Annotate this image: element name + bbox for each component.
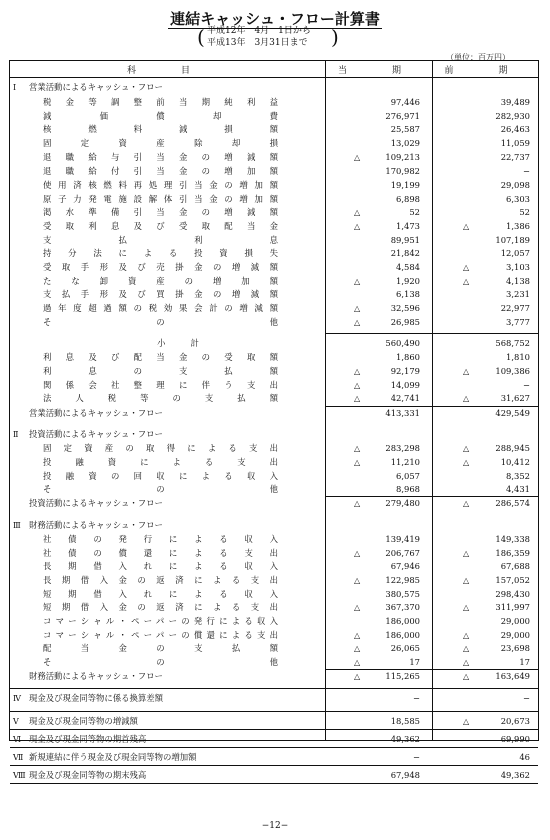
negative-mark: △ [463, 576, 470, 585]
prior-value: 17 [519, 657, 530, 667]
prior-value: 49,362 [500, 770, 530, 780]
row-separator [10, 688, 538, 689]
table-row [10, 179, 538, 192]
current-value: 11,210 [390, 457, 420, 467]
current-value: 109,213 [385, 152, 420, 162]
section-number: Ⅳ [13, 694, 21, 703]
table-row [10, 392, 538, 405]
row-separator [432, 406, 538, 407]
current-value: 32,596 [390, 303, 420, 313]
row-label: 小 計 [157, 338, 199, 348]
current-value: 6,138 [396, 289, 420, 299]
current-value: 25,587 [390, 124, 420, 134]
row-label: 配当金の支払額 [43, 643, 278, 653]
table-row [10, 247, 538, 260]
negative-mark: △ [463, 631, 470, 640]
negative-mark: △ [354, 208, 361, 217]
prior-value: 10,412 [500, 457, 530, 467]
section-number: Ⅲ [13, 521, 21, 530]
table-row [10, 96, 538, 109]
table-row [10, 365, 538, 378]
current-value: 21,842 [390, 248, 420, 258]
prior-value: 22,737 [500, 152, 530, 162]
table-row [10, 656, 538, 669]
current-value: 14,099 [390, 380, 420, 390]
current-value: 18,585 [390, 716, 420, 726]
row-separator [10, 765, 538, 766]
current-value: 67,946 [390, 561, 420, 571]
row-label: 退職給与引当金の増減額 [43, 152, 278, 162]
negative-mark: △ [463, 549, 470, 558]
row-label: 現金及び現金同等物の期首残高 [29, 734, 147, 744]
negative-mark: △ [463, 458, 470, 467]
negative-mark: △ [463, 499, 470, 508]
row-label: 利息及び配当金の受取額 [43, 352, 278, 362]
prior-value: 3,777 [506, 317, 530, 327]
prior-value: 20,673 [500, 716, 530, 726]
negative-mark: △ [354, 603, 361, 612]
prior-value: 298,430 [495, 589, 530, 599]
section-number: Ⅰ [13, 83, 17, 92]
row-separator [432, 669, 538, 670]
table-row [10, 137, 538, 150]
row-label: 短期借入金の返済による支出 [43, 602, 278, 612]
table-row [10, 574, 538, 587]
current-value: 89,951 [390, 235, 420, 245]
negative-mark: △ [463, 367, 470, 376]
negative-mark: △ [354, 367, 361, 376]
prior-value: 186,359 [495, 548, 530, 558]
negative-mark: △ [463, 672, 470, 681]
period-to: 平成13年 3月31日まで [207, 38, 308, 48]
current-value: 42,741 [390, 393, 420, 403]
unit-note: （単位：百万円） [446, 53, 510, 62]
prior-value: 23,698 [500, 643, 530, 653]
table-row [10, 692, 538, 705]
current-value: 276,971 [385, 111, 420, 121]
prior-value: 31,627 [500, 393, 530, 403]
current-value: 4,584 [396, 262, 420, 272]
row-label: コマーシャル・ペーパーの発行による収入 [43, 616, 278, 626]
current-value: 139,419 [385, 534, 420, 544]
period-range: ( 平成12年 4月 1日から 平成13年 3月31日まで ) [197, 25, 339, 49]
row-label: 受取手形及び売掛金の増減額 [43, 262, 278, 272]
row-label: 法人税等の支払額 [43, 393, 278, 403]
negative-mark: △ [354, 658, 361, 667]
current-value: 1,473 [396, 221, 420, 231]
row-separator [325, 406, 432, 407]
header-current: 当 期 [337, 66, 419, 76]
current-value: 170,982 [385, 166, 420, 176]
table-row [10, 193, 538, 206]
row-separator [432, 496, 538, 497]
row-label: 社債の償還による支出 [43, 548, 278, 558]
row-label: 社債の発行による収入 [43, 534, 278, 544]
table-row [10, 302, 538, 315]
current-value: − [412, 752, 420, 762]
negative-mark: △ [354, 549, 361, 558]
current-value: 6,057 [396, 471, 420, 481]
prior-value: 282,930 [495, 111, 530, 121]
table-row [10, 601, 538, 614]
section-number: Ⅷ [13, 771, 26, 780]
table-row [10, 81, 538, 94]
current-value: 115,265 [385, 671, 420, 681]
prior-value: 311,997 [495, 602, 530, 612]
prior-value: 4,138 [506, 276, 530, 286]
row-separator [325, 669, 432, 670]
row-label: 営業活動によるキャッシュ・フロー [29, 408, 163, 418]
table-row [10, 206, 538, 219]
table-row [10, 497, 538, 510]
table-row [10, 629, 538, 642]
prior-value: 107,189 [495, 235, 530, 245]
row-label: 減価償却費 [43, 111, 278, 121]
table-row [10, 483, 538, 496]
header-prior: 前 期 [444, 66, 526, 76]
current-value: 67,948 [390, 770, 420, 780]
table-row [10, 379, 538, 392]
table-row [10, 123, 538, 136]
current-value: 186,000 [385, 616, 420, 626]
negative-mark: △ [354, 672, 361, 681]
negative-mark: △ [354, 304, 361, 313]
row-separator [10, 711, 538, 712]
row-separator [325, 333, 432, 334]
table-row [10, 588, 538, 601]
row-label: 現金及び現金同等物の増減額 [29, 716, 138, 726]
row-label: 核燃料減損額 [43, 124, 278, 134]
table-row [10, 165, 538, 178]
current-value: 367,370 [385, 602, 420, 612]
row-label: 支払利息 [43, 235, 278, 245]
negative-mark: △ [463, 222, 470, 231]
row-label: 税金等調整前当期純利益 [43, 97, 278, 107]
row-separator [10, 783, 538, 784]
prior-value: − [522, 693, 530, 703]
current-value: 380,575 [385, 589, 420, 599]
row-label: 短期借入れによる収入 [43, 589, 278, 599]
prior-value: − [522, 166, 530, 176]
row-label: 原子力発電施設解体引当金の増加額 [43, 194, 278, 204]
prior-value: 3,231 [506, 289, 530, 299]
current-value: 17 [409, 657, 420, 667]
row-label: 投融資による支出 [43, 457, 278, 467]
row-label: 財務活動によるキャッシュ・フロー [29, 671, 163, 681]
table-row [10, 733, 538, 746]
row-separator [325, 496, 432, 497]
row-label: 過年度超過額の税効果会計の増減額 [43, 303, 278, 313]
row-label: たな卸資産の増加額 [43, 276, 278, 286]
negative-mark: △ [463, 444, 470, 453]
prior-value: 67,688 [500, 561, 530, 571]
prior-value: 12,057 [500, 248, 530, 258]
prior-value: − [522, 380, 530, 390]
prior-value: 11,059 [500, 138, 530, 148]
table-row [10, 519, 538, 532]
current-value: 19,199 [390, 180, 420, 190]
negative-mark: △ [354, 444, 361, 453]
current-value: 92,179 [390, 366, 420, 376]
negative-mark: △ [354, 499, 361, 508]
prior-value: 29,098 [500, 180, 530, 190]
table-header [10, 61, 538, 78]
current-value: − [412, 693, 420, 703]
table-row [10, 261, 538, 274]
negative-mark: △ [354, 222, 361, 231]
current-value: 122,985 [385, 575, 420, 585]
table-row [10, 316, 538, 329]
prior-value: 26,463 [500, 124, 530, 134]
row-label: 営業活動によるキャッシュ・フロー [29, 82, 163, 92]
row-label: 現金及び現金同等物に係る換算差額 [29, 693, 163, 703]
current-value: 8,968 [396, 484, 420, 494]
current-value: 1,860 [396, 352, 420, 362]
row-label: 新規連結に伴う現金及び現金同等物の増加額 [29, 752, 197, 762]
prior-value: 52 [519, 207, 530, 217]
current-value: 26,985 [390, 317, 420, 327]
negative-mark: △ [354, 318, 361, 327]
negative-mark: △ [354, 394, 361, 403]
prior-value: 288,945 [495, 443, 530, 453]
prior-value: 29,000 [500, 616, 530, 626]
table-row [10, 220, 538, 233]
row-label: 持分法による投資損失 [43, 248, 278, 258]
negative-mark: △ [354, 631, 361, 640]
negative-mark: △ [354, 277, 361, 286]
row-separator [10, 747, 538, 748]
row-label: 財務活動によるキャッシュ・フロー [29, 520, 163, 530]
page-number: −12− [261, 821, 289, 831]
table-row [10, 442, 538, 455]
prior-value: 163,649 [495, 671, 530, 681]
prior-value: 8,352 [506, 471, 530, 481]
current-value: 413,331 [385, 408, 420, 418]
section-number: Ⅶ [13, 753, 24, 762]
current-value: 206,767 [385, 548, 420, 558]
row-label: 渇水準備引当金の増減額 [43, 207, 278, 217]
prior-value: 429,549 [495, 408, 530, 418]
period-from: 平成12年 4月 1日から [207, 26, 311, 36]
row-label: 関係会社整理に伴う支出 [43, 380, 278, 390]
table-row [10, 751, 538, 764]
row-label: 現金及び現金同等物の期末残高 [29, 770, 147, 780]
current-value: 26,065 [390, 643, 420, 653]
prior-value: 157,052 [495, 575, 530, 585]
prior-value: 46 [519, 752, 530, 762]
negative-mark: △ [463, 644, 470, 653]
current-value: 6,898 [396, 194, 420, 204]
table-row [10, 547, 538, 560]
table-row [10, 560, 538, 573]
table-row [10, 351, 538, 364]
negative-mark: △ [354, 576, 361, 585]
prior-value: 1,810 [506, 352, 530, 362]
current-value: 1,920 [396, 276, 420, 286]
prior-value: 39,489 [500, 97, 530, 107]
row-label: コマーシャル・ペーパーの償還による支出 [43, 630, 278, 640]
table-row [10, 337, 538, 350]
cash-flow-table [9, 60, 539, 780]
negative-mark: △ [354, 153, 361, 162]
prior-value: 4,431 [506, 484, 530, 494]
table-row [10, 615, 538, 628]
negative-mark: △ [463, 263, 470, 272]
prior-value: 29,000 [500, 630, 530, 640]
row-separator [432, 333, 538, 334]
row-label: 固定資産除却損 [43, 138, 278, 148]
table-row [10, 288, 538, 301]
negative-mark: △ [463, 603, 470, 612]
row-label: その他 [43, 317, 278, 327]
current-value: 560,490 [385, 338, 420, 348]
table-row [10, 470, 538, 483]
table-row [10, 110, 538, 123]
row-label: 投資活動によるキャッシュ・フロー [29, 429, 163, 439]
negative-mark: △ [463, 658, 470, 667]
prior-value: 568,752 [495, 338, 530, 348]
row-label: 支払手形及び買掛金の増減額 [43, 289, 278, 299]
row-separator [10, 729, 538, 730]
prior-value: 69,990 [500, 734, 530, 744]
current-value: 283,298 [385, 443, 420, 453]
prior-value: 3,103 [506, 262, 530, 272]
current-value: 13,029 [390, 138, 420, 148]
header-item: 科 目 [126, 66, 208, 76]
current-value: 52 [409, 207, 420, 217]
row-label: その他 [43, 657, 278, 667]
section-number: Ⅱ [13, 430, 19, 439]
row-label: 使用済核燃料再処理引当金の増加額 [43, 180, 278, 190]
table-row [10, 275, 538, 288]
prior-value: 22,977 [500, 303, 530, 313]
section-number: Ⅵ [13, 735, 22, 744]
prior-value: 1,386 [506, 221, 530, 231]
negative-mark: △ [354, 458, 361, 467]
prior-value: 109,386 [495, 366, 530, 376]
row-label: 投資活動によるキャッシュ・フロー [29, 498, 163, 508]
negative-mark: △ [463, 394, 470, 403]
current-value: 49,362 [390, 734, 420, 744]
negative-mark: △ [354, 381, 361, 390]
table-row [10, 670, 538, 683]
table-row [10, 151, 538, 164]
table-row [10, 769, 538, 782]
negative-mark: △ [354, 644, 361, 653]
current-value: 97,446 [390, 97, 420, 107]
prior-value: 6,303 [506, 194, 530, 204]
row-label: 受取利息及び受取配当金 [43, 221, 278, 231]
table-row [10, 407, 538, 420]
current-value: 186,000 [385, 630, 420, 640]
row-label: その他 [43, 484, 278, 494]
row-label: 長期借入れによる収入 [43, 561, 278, 571]
row-label: 退職給付引当金の増加額 [43, 166, 278, 176]
negative-mark: △ [463, 277, 470, 286]
current-value: 279,480 [385, 498, 420, 508]
prior-value: 286,574 [495, 498, 530, 508]
table-row [10, 234, 538, 247]
section-number: Ⅴ [13, 717, 19, 726]
table-row [10, 456, 538, 469]
row-label: 固定資産の取得による支出 [43, 443, 278, 453]
table-row [10, 533, 538, 546]
table-row [10, 715, 538, 728]
prior-value: 149,338 [495, 534, 530, 544]
row-label: 利息の支払額 [43, 366, 278, 376]
row-label: 投融資の回収による収入 [43, 471, 278, 481]
negative-mark: △ [463, 717, 470, 726]
statement-title: 連結キャッシュ・フロー計算書 [170, 10, 380, 28]
row-label: 長期借入金の返済による支出 [43, 575, 278, 585]
table-row [10, 642, 538, 655]
table-row [10, 428, 538, 441]
